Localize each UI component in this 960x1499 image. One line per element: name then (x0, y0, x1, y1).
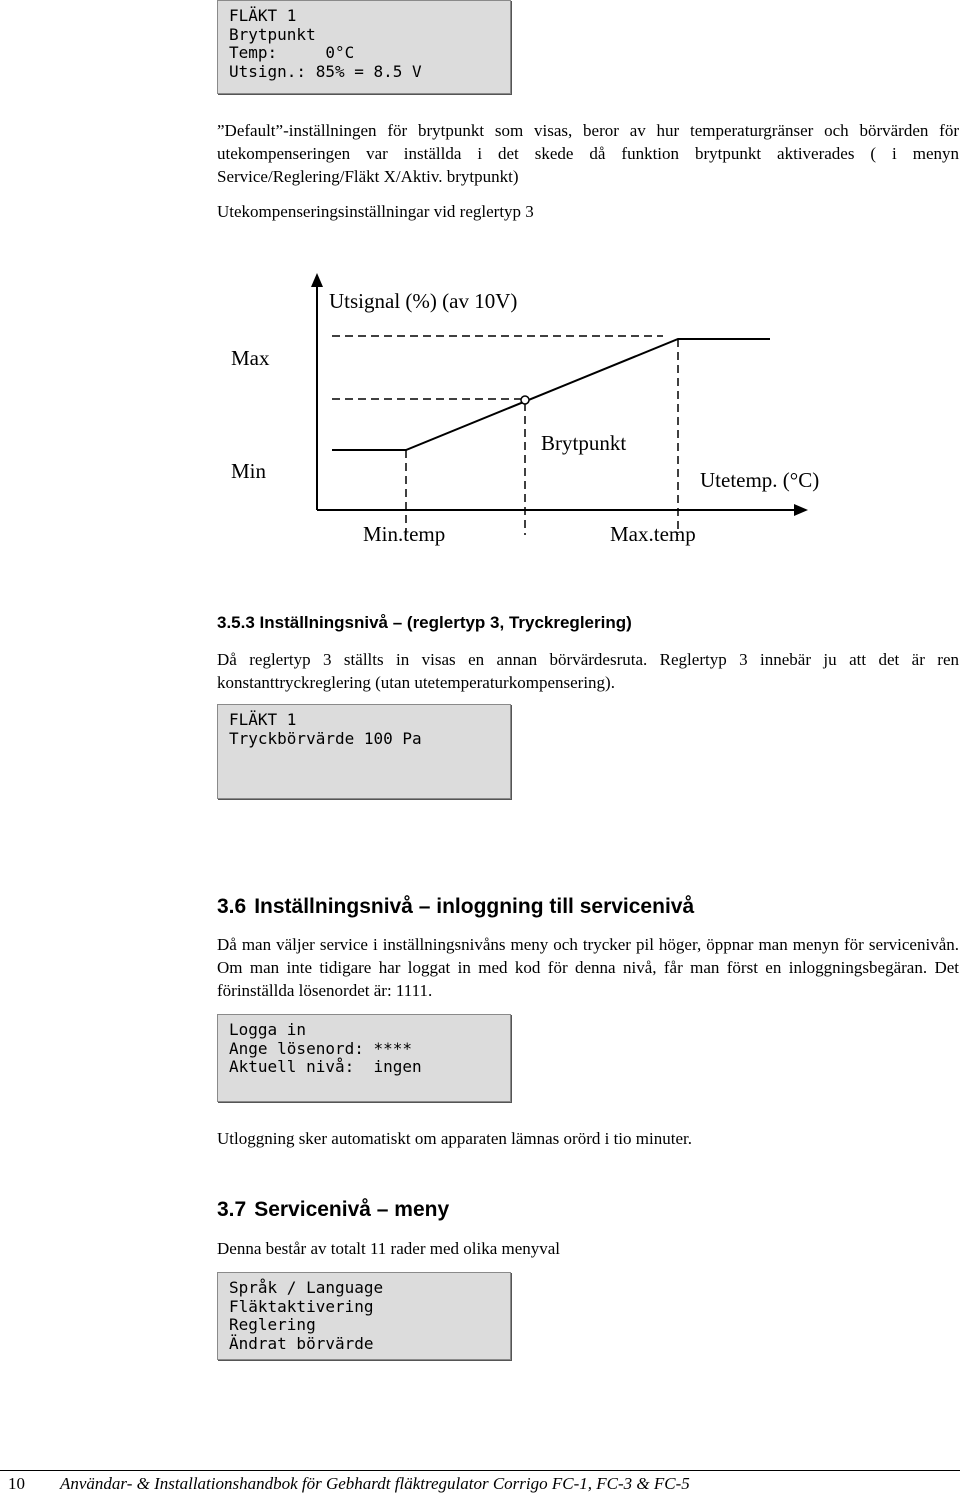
lcd-line: Reglering (229, 1315, 316, 1334)
lcd-line: Brytpunkt (229, 24, 316, 44)
max-temp-label: Max.temp (610, 522, 696, 546)
y-axis-label: Utsignal (%) (av 10V) (329, 289, 518, 313)
lcd-line: Fläktaktivering (229, 1296, 374, 1316)
lcd-display-tryckborvarde (217, 704, 511, 799)
lcd-line: Temp: 0°C (229, 43, 355, 62)
heading-title: Inställningsnivå – inloggning till servicenivå (254, 895, 695, 918)
lcd-line: FLÄKT 1 (229, 6, 297, 25)
heading-number: 3.6 (217, 895, 247, 918)
x-axis-arrowhead (794, 504, 808, 516)
heading-number: 3.7 (217, 1198, 247, 1221)
paragraph-reglertyp-3: Då reglertyp 3 ställts in visas en annan börvärdesruta. Reglertyp 3 innebär ju att det är ren konstanttryckreglering (utan utetemperaturkompensering). (217, 650, 959, 692)
y-axis-arrowhead (311, 273, 323, 287)
breakpoint-label: Brytpunkt (541, 431, 627, 455)
footer-title: Användar- & Installationshandbok för Gebhardt fläktregulator Corrigo FC-1, FC-3 & FC-5 (60, 1474, 690, 1493)
lcd-line: Språk / Language (229, 1278, 384, 1297)
min-temp-label: Min.temp (363, 522, 446, 546)
lcd-line: Tryckbörvärde 100 Pa (229, 728, 422, 748)
paragraph-menu-rows: Denna består av totalt 11 rader med olika menyval (217, 1239, 561, 1258)
footer-page-number: 10 (8, 1474, 25, 1493)
heading-3-7 (217, 1198, 449, 1222)
breakpoint-marker (521, 396, 529, 404)
paragraph-logout: Utloggning sker automatiskt om apparaten lämnas orörd i tio minuter. (217, 1129, 692, 1148)
lcd-line: Ange lösenord: **** (229, 1038, 413, 1058)
lcd-line: Ändrat börvärde (229, 1333, 374, 1353)
paragraph-service-login: Då man väljer service i inställningsnivåns meny och trycker pil höger, öppnar man menyn för servicenivån. Om man inte tidigare har loggat in med kod för denna nivå, får man först en inloggningsbegäran. Det förinställda lösenordet är: 1111. (217, 935, 959, 1000)
max-label: Max (231, 346, 270, 370)
min-label: Min (231, 459, 267, 483)
lcd-line: Aktuell nivå: ingen (229, 1057, 422, 1076)
x-axis-label: Utetemp. (°C) (700, 468, 820, 492)
footer-divider (0, 1470, 960, 1471)
lcd-display-service-menu (217, 1272, 511, 1360)
heading-title: Servicenivå – meny (254, 1198, 450, 1221)
lcd-line: Logga in (229, 1020, 307, 1039)
paragraph-compensation-title: Utekompenseringsinställningar vid reglertyp 3 (217, 202, 534, 221)
compensation-diagram (200, 265, 860, 555)
heading-3-5-3: 3.5.3 Inställningsnivå – (reglertyp 3, Tryckreglering) (217, 613, 632, 632)
lcd-line: FLÄKT 1 (229, 710, 297, 729)
lcd-display-login (217, 1014, 511, 1102)
lcd-line: Utsign.: 85% = 8.5 V (229, 61, 422, 81)
lcd-display-brytpunkt (217, 0, 511, 94)
paragraph-default-setting: ”Default”-inställningen för brytpunkt som visas, beror av hur temperaturgränser och börvärden för utekompenseringen var inställda i det skede då funktion brytpunkt aktiverades ( i menyn Service/Reglering/Fläkt X/Aktiv. brytpunkt) (217, 121, 959, 186)
heading-3-6 (217, 895, 694, 919)
